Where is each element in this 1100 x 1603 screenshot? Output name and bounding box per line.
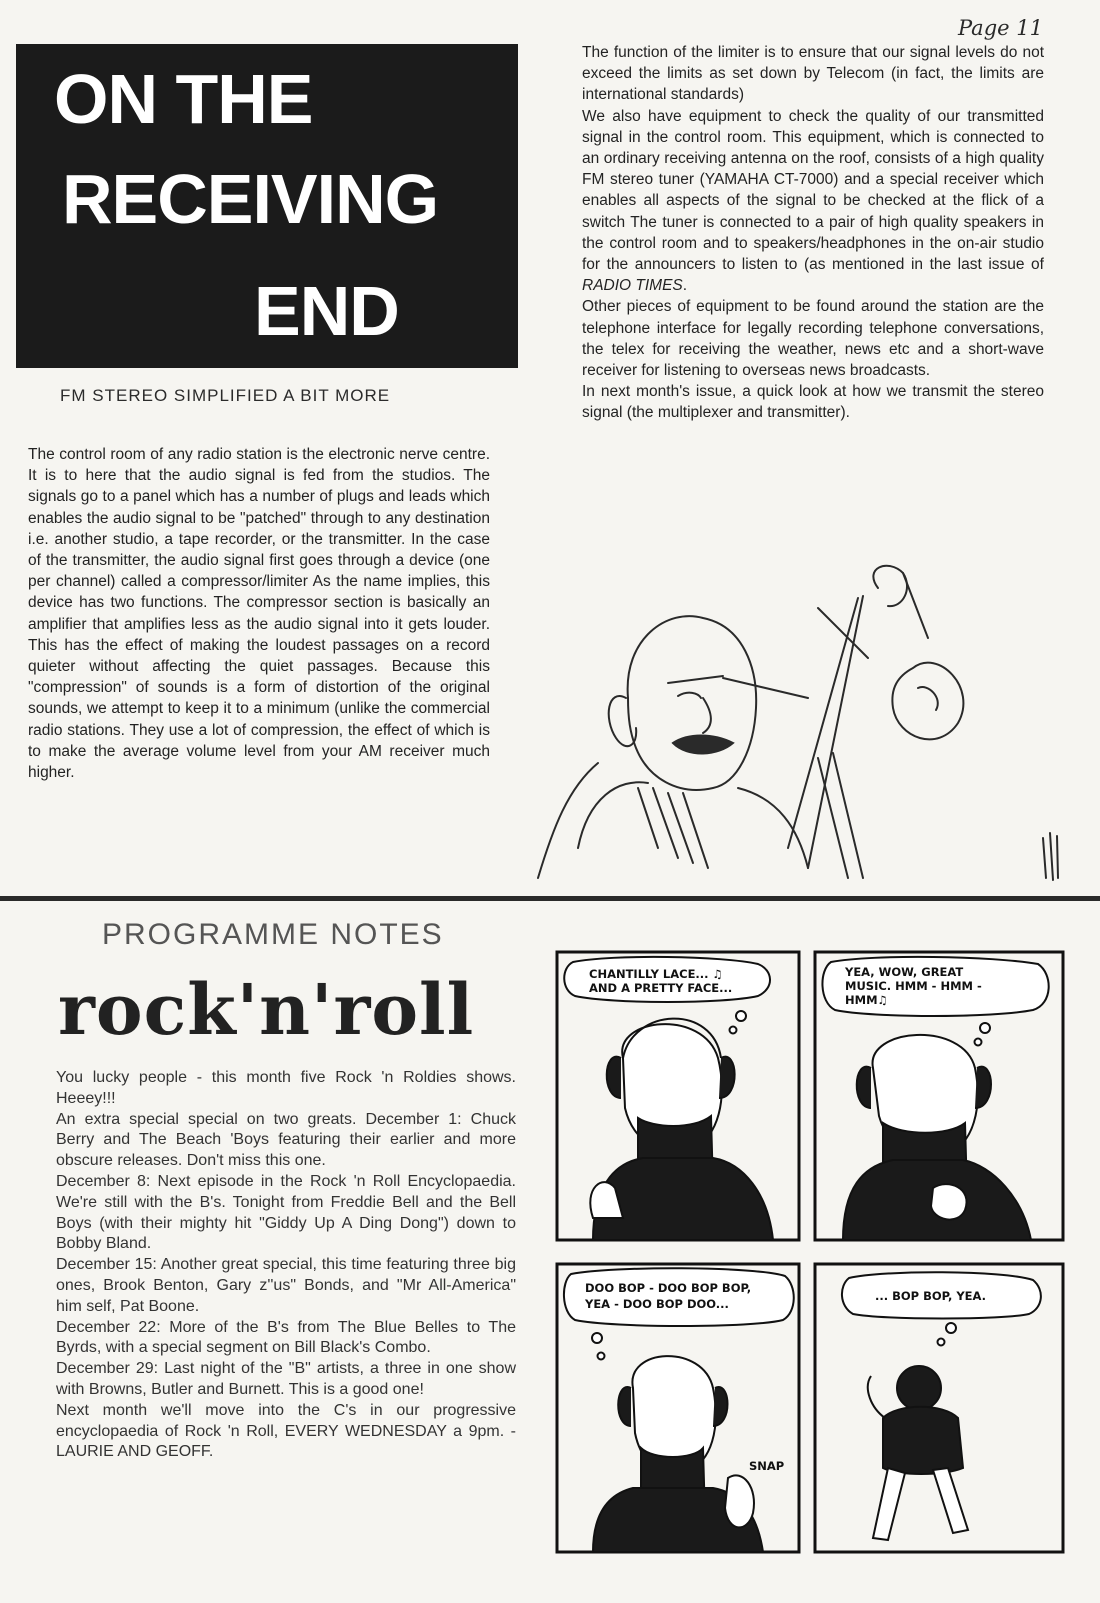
comic-panel-3-line-2: YEA - DOO BOP DOO... (585, 1297, 729, 1311)
comic-strip (553, 948, 1069, 1554)
rock-n-roll-title: rock'n'roll (58, 968, 475, 1051)
equipment-text-end: . (682, 277, 688, 295)
comic-panel-4-line-1: ... BOP BOP, YEA. (875, 1289, 986, 1303)
notes-paragraph: December 22: More of the B's from The Blue Belles to The Byrds, with a special segment on Bill Black's Combo. (56, 1318, 516, 1357)
comic-panel-2-line-2: MUSIC. HMM - HMM - (845, 979, 982, 993)
other-equipment-paragraph: Other pieces of equipment to be found around the station are the telephone interface for legally recording telephone conversations, the telex for receiving the weather, news etc and a short-wave receiver for listening to overseas news broadcasts. (582, 298, 1044, 380)
title-line-3: END (254, 272, 399, 350)
article-intro (28, 444, 490, 783)
comic-panel-1-line-1: CHANTILLY LACE... ♫ (589, 967, 723, 981)
programme-notes-text (56, 1068, 516, 1463)
comic-panel-3-sfx: SNAP (749, 1459, 785, 1473)
equipment-paragraph (582, 106, 1044, 297)
section-divider (0, 896, 1100, 901)
notes-paragraph: An extra special special on two greats. December 1: Chuck Berry and The Beach 'Boys featuring their earlier and more obscure releases. Don't miss this one. (56, 1110, 516, 1170)
intro-paragraph: The control room of any radio station is the electronic nerve centre. It is to here that the audio signal is fed from the studios. The signals go to a panel which has a number of plugs and leads which enables the audio signal to be "patched" through to any destination i.e. another studio, a tape recorder, or the transmitter. In the case of the transmitter, the audio signal first goes through a device (one per channel) called a compressor/limiter As the name implies, this device has two functions. The compressor section is basically an amplifier that amplifies less as the audio signal into it gets louder. This has the effect of making the loudest passages on a record quieter without affecting the quiet passages. Because this "compression" of sounds is a form of distortion of the original sounds, we attempt to keep it to a minimum (unlike the commercial radio stations. They use a lot of compression, the effect of which is to make the average volume level from your AM receiver much higher. (28, 446, 490, 782)
article-title-banner (16, 44, 518, 368)
notes-paragraph: You lucky people - this month five Rock 'n Roldies shows. Heeey!!! (56, 1069, 516, 1107)
title-line-2: RECEIVING (62, 160, 439, 238)
comic-panel-2-line-1: YEA, WOW, GREAT (845, 965, 964, 979)
next-issue-paragraph: In next month's issue, a quick look at how we transmit the stereo signal (the multiplexer and transmitter). (582, 383, 1044, 422)
notes-paragraph: Next month we'll move into the C's in our progressive encyclopaedia of Rock 'n Roll, EVERY WEDNESDAY a 9pm. - LAURIE AND GEOFF. (56, 1401, 516, 1461)
character-head (897, 1366, 941, 1410)
comic-panel-1-line-2: AND A PRETTY FACE... (589, 981, 733, 995)
notes-paragraph: December 8: Next episode in the Rock 'n Roll Encyclopaedia. We're still with the B's. Tonight from Freddie Bell and the Bell Boys (with their mighty hit "Giddy Up A Ding Dong") down to Bobby Bland. (56, 1172, 516, 1253)
article-right-column (582, 42, 1044, 424)
radio-times-mention: RADIO TIMES (582, 277, 683, 295)
headphones-sketch-illustration (518, 548, 1078, 888)
limiter-paragraph: The function of the limiter is to ensure that our signal levels do not exceed the limits as set down by Telecom (in fact, the limits are international standards) (582, 44, 1044, 104)
page-number: Page 11 (958, 16, 1043, 40)
comic-panel-2-line-3: HMM♫ (845, 993, 888, 1007)
article-subtitle: FM STEREO SIMPLIFIED A BIT MORE (60, 386, 391, 405)
equipment-text: We also have equipment to check the quality of our transmitted signal in the control room. This equipment, which is connected to an ordinary receiving antenna on the roof, consists of a high quality FM stereo tuner (YAMAHA CT-7000) and a special receiver which enables all aspects of the signal to be checked at the flick of a switch The tuner is connected to a pair of high quality speakers in the control room and to speakers/headphones in the on-air studio for the announcers to listen to (as mentioned in the last issue of (582, 107, 1044, 274)
notes-paragraph: December 29: Last night of the "B" artists, a three in one show with Browns, Butler and Burnett. This is a good one! (56, 1360, 516, 1398)
title-line-1: ON THE (54, 60, 313, 138)
programme-notes-label: PROGRAMME NOTES (102, 918, 444, 951)
comic-panel-3-line-1: DOO BOP - DOO BOP BOP, (585, 1281, 752, 1295)
notes-paragraph: December 15: Another great special, this time featuring three big ones, Brook Benton, Gary z''us" Bonds, and "Mr All-America" him self, Pat Boone. (56, 1256, 516, 1315)
